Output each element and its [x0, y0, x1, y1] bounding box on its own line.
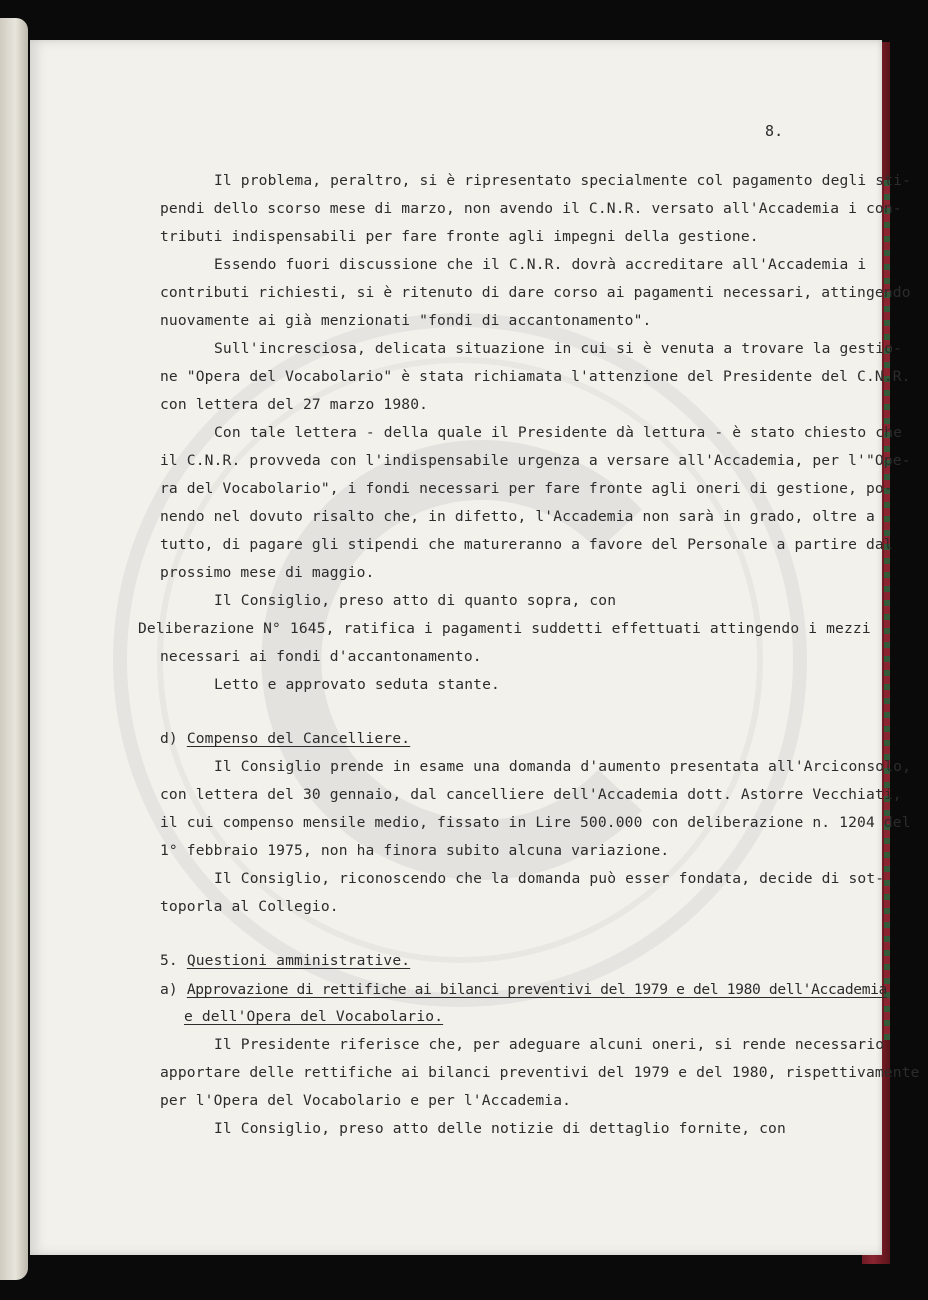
- text-line: Letto e approvato seduta stante.: [214, 676, 500, 693]
- section-5-heading: [160, 952, 410, 969]
- text-line: nendo nel dovuto risalto che, in difetto, l'Accademia non sarà in grado, oltre a: [160, 508, 875, 525]
- section-d-marker: d): [160, 730, 178, 747]
- text-line: Il Consiglio, riconoscendo che la domanda può esser fondata, decide di sot-: [214, 870, 885, 887]
- facing-page-edge: [0, 18, 28, 1280]
- text-line: tutto, di pagare gli stipendi che matureranno a favore del Personale a partire dal: [160, 536, 893, 553]
- section-a-title-line1: Approvazione di rettifiche ai bilanci preventivi del 1979 e del 1980 dell'Accademia: [186, 981, 888, 998]
- section-a-heading: [160, 981, 887, 998]
- section-a-marker: a): [160, 981, 178, 998]
- page-number: 8.: [765, 122, 784, 140]
- text-line: Essendo fuori discussione che il C.N.R. dovrà accreditare all'Accademia i: [214, 256, 867, 273]
- text-line: 1° febbraio 1975, non ha finora subito alcuna variazione.: [160, 842, 670, 859]
- document-page: [30, 40, 920, 1255]
- text-line: tributi indispensabili per fare fronte agli impegni della gestione.: [160, 228, 759, 245]
- text-line: apportare delle rettifiche ai bilanci preventivi del 1979 e del 1980, rispettivamente: [160, 1064, 920, 1081]
- section-5-title: Questioni amministrative.: [186, 952, 411, 969]
- text-line: il cui compenso mensile medio, fissato in Lire 500.000 con deliberazione n. 1204 del: [160, 814, 911, 831]
- text-line: Con tale lettera - della quale il Presidente dà lettura - è stato chiesto che: [214, 424, 903, 441]
- text-line: nuovamente ai già menzionati "fondi di accantonamento".: [160, 312, 652, 329]
- text-line: Il Consiglio prende in esame una domanda d'aumento presentata all'Arciconsolo,: [214, 758, 912, 775]
- text-line: Il Presidente riferisce che, per adeguare alcuni oneri, si rende necessario: [214, 1036, 885, 1053]
- text-line: pendi dello scorso mese di marzo, non avendo il C.N.R. versato all'Accademia i con-: [160, 200, 902, 217]
- text-line: Deliberazione N° 1645, ratifica i pagamenti suddetti effettuati attingendo i mezzi: [138, 620, 871, 637]
- section-a-title-line2: e dell'Opera del Vocabolario.: [184, 1008, 444, 1025]
- text-line: Il Consiglio, preso atto delle notizie di dettaglio fornite, con: [214, 1120, 786, 1137]
- text-line: ne "Opera del Vocabolario" è stata richiamata l'attenzione del Presidente del C.N.R.: [160, 368, 911, 385]
- text-line: il C.N.R. provveda con l'indispensabile urgenza a versare all'Accademia, per l'"Ope-: [160, 452, 911, 469]
- text-line: per l'Opera del Vocabolario e per l'Accademia.: [160, 1092, 572, 1109]
- text-line: toporla al Collegio.: [160, 898, 339, 915]
- text-line: ra del Vocabolario", i fondi necessari per fare fronte agli oneri di gestione, po-: [160, 480, 893, 497]
- text-line: Il problema, peraltro, si è ripresentato specialmente col pagamento degli sti-: [214, 172, 912, 189]
- text-line: prossimo mese di maggio.: [160, 564, 375, 581]
- section-d-title: Compenso del Cancelliere.: [186, 730, 411, 747]
- section-5-marker: 5.: [160, 952, 178, 969]
- marbled-edge: [884, 180, 890, 1040]
- section-d-heading: [160, 730, 410, 747]
- text-line: contributi richiesti, si è ritenuto di dare corso ai pagamenti necessari, attingendo: [160, 284, 911, 301]
- text-line: Il Consiglio, preso atto di quanto sopra, con: [214, 592, 617, 609]
- text-line: necessari ai fondi d'accantonamento.: [160, 648, 482, 665]
- text-line: Sull'incresciosa, delicata situazione in cui si è venuta a trovare la gestio-: [214, 340, 903, 357]
- text-line: con lettera del 27 marzo 1980.: [160, 396, 429, 413]
- text-line: con lettera del 30 gennaio, dal cancelliere dell'Accademia dott. Astorre Vecchiati,: [160, 786, 902, 803]
